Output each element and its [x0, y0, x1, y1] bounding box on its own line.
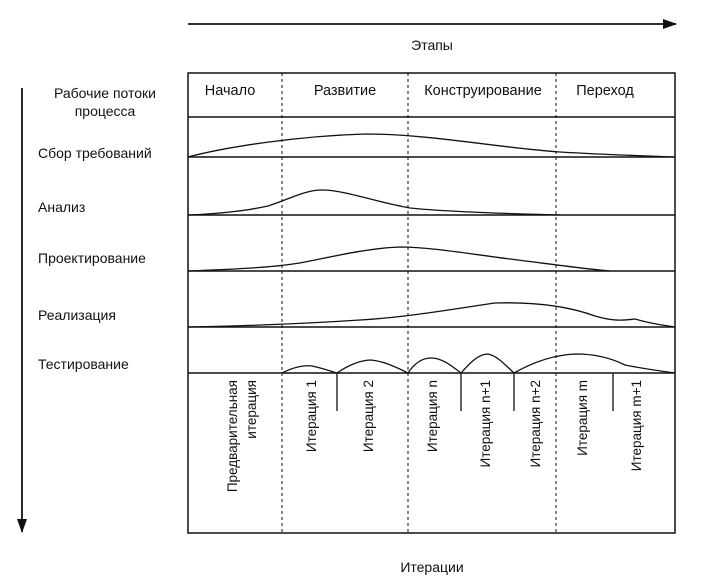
- iteration-n-plus-1: Итерация n+1: [478, 380, 493, 468]
- iteration-m: Итерация m: [575, 380, 590, 456]
- iteration-n: Итерация n: [425, 380, 440, 453]
- workflows-header-line1: Рабочие потоки: [54, 85, 156, 101]
- stages-label: Этапы: [411, 37, 453, 53]
- workflow-label-testing: Тестирование: [38, 356, 129, 372]
- iteration-1: Итерация 1: [304, 380, 319, 453]
- iterations-label: Итерации: [400, 559, 464, 575]
- iteration-n-plus-2: Итерация n+2: [528, 380, 543, 468]
- curve-analysis: [188, 190, 560, 215]
- iteration-m-plus-1: Итерация m+1: [629, 380, 644, 472]
- iteration-2: Итерация 2: [361, 380, 376, 453]
- iteration-preliminary-line1: Предварительная: [225, 380, 240, 493]
- curve-design: [188, 247, 610, 271]
- curve-requirements: [188, 134, 675, 157]
- iteration-preliminary-line2: итерация: [244, 380, 259, 439]
- curve-implementation: [188, 303, 675, 327]
- workflow-label-analysis: Анализ: [38, 199, 86, 215]
- workflow-label-requirements: Сбор требований: [38, 145, 152, 161]
- phase-transition: Переход: [576, 83, 634, 99]
- phase-inception: Начало: [204, 83, 256, 99]
- phase-construction: Конструирование: [424, 83, 542, 99]
- main-frame: [188, 73, 675, 533]
- curve-testing: [282, 354, 675, 373]
- phase-elaboration: Развитие: [313, 83, 377, 99]
- workflow-label-implementation: Реализация: [38, 307, 116, 323]
- workflows-header-line2: процесса: [74, 103, 136, 119]
- workflow-label-design: Проектирование: [38, 250, 146, 266]
